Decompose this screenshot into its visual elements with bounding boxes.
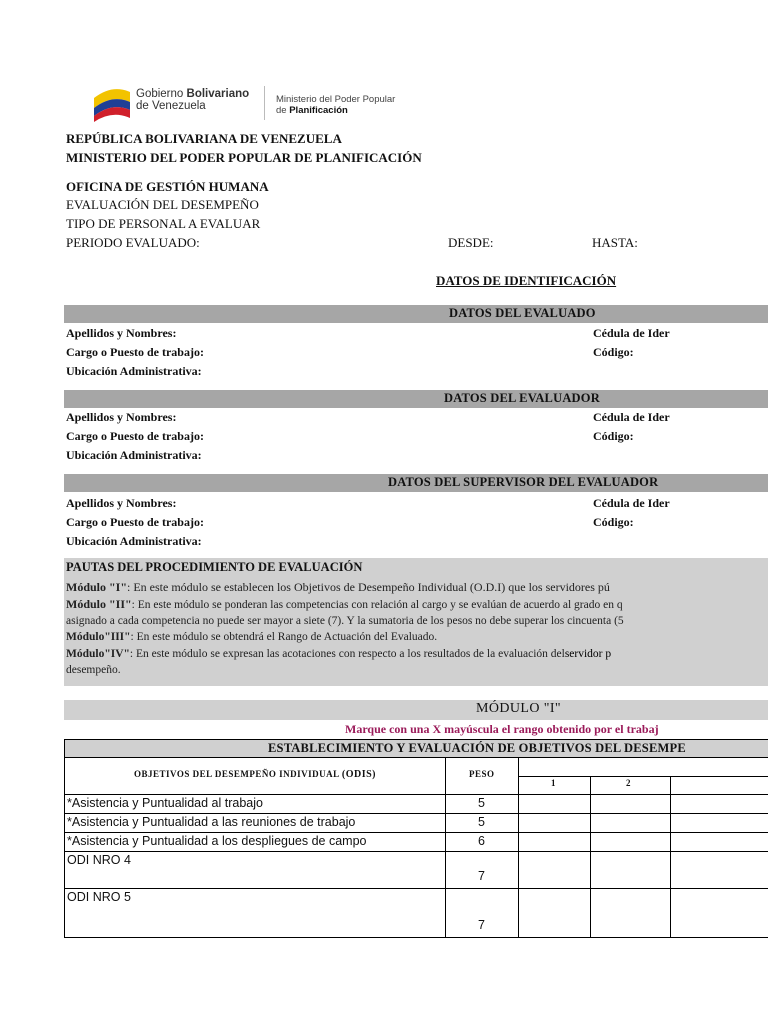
header-republica: REPÚBLICA BOLIVARIANA DE VENEZUELA (66, 131, 342, 146)
pautas-m4-label: Módulo"IV" (66, 648, 130, 660)
odis-cell-objetivo (64, 814, 446, 833)
pautas-m2-text2: asignado a cada competencia no puede ser mayor a siete (7). Y la sumatoria de los pesos no debe superar los cincuenta (5 (66, 615, 624, 627)
odis-cell-peso (445, 814, 519, 833)
section-title-supervisor: DATOS DEL SUPERVISOR DEL EVALUADOR (388, 475, 659, 489)
header-oficina: OFICINA DE GESTIÓN HUMANA (66, 179, 269, 194)
odis-objetivo-text: ODI NRO 5 (67, 890, 131, 904)
field-ubicacion-supervisor: Ubicación Administrativa: (66, 534, 202, 548)
pautas-m4-text-b: servidor p (564, 648, 612, 660)
field-codigo-evaluador: Código: (593, 429, 634, 443)
header-tipo: TIPO DE PERSONAL A EVALUAR (66, 216, 261, 231)
odis-title-box (64, 739, 768, 758)
odis-cell-rango[interactable] (518, 795, 591, 814)
venezuela-flag-icon (92, 84, 132, 122)
odis-table (64, 758, 768, 938)
odis-header-col2 (590, 776, 671, 795)
min-line2: de (276, 105, 290, 116)
section-bar-evaluador (64, 390, 768, 408)
pautas-m2-label: Módulo "II" (66, 597, 132, 611)
header-evaluacion: EVALUACIÓN DEL DESEMPEÑO (66, 197, 259, 212)
pautas-m4-text: : En este módulo se expresan las acotaciones con respecto a los resultados de la evaluación del (129, 648, 565, 660)
pautas-m2-text: : En este módulo se ponderan las competencias con relación al cargo y se evalúan de acuerdo al grado en q (131, 599, 623, 611)
odis-table-title: ESTABLECIMIENTO Y EVALUACIÓN DE OBJETIVOS DEL DESEMPE (268, 741, 686, 755)
odis-cell-objetivo (64, 852, 446, 889)
odis-cell-rango[interactable] (518, 814, 591, 833)
field-codigo-supervisor: Código: (593, 515, 634, 529)
modulo1-bar (64, 700, 768, 720)
odis-cell-rango[interactable] (590, 852, 671, 889)
odis-peso-value: 6 (478, 834, 485, 848)
field-cedula-evaluado: Cédula de Ider (593, 326, 670, 340)
field-ubicacion-evaluado: Ubicación Administrativa: (66, 364, 202, 378)
odis-peso-value: 5 (478, 796, 485, 810)
odis-peso-value: 7 (478, 918, 485, 932)
section-title-evaluador: DATOS DEL EVALUADOR (444, 391, 600, 405)
odis-cell-rango[interactable] (518, 852, 591, 889)
odis-cell-rango[interactable] (670, 814, 768, 833)
odis-cell-rango[interactable] (670, 889, 768, 938)
odis-col-obj: OBJETIVOS DEL DESEMPEÑO INDIVIDUAL (134, 769, 342, 779)
odis-objetivo-text: *Asistencia y Puntualidad a los despliegues de campo (67, 834, 367, 848)
odis-cell-peso (445, 852, 519, 889)
header-periodo: PERIODO EVALUADO: (66, 235, 200, 250)
min-line1: Ministerio del Poder Popular (276, 94, 396, 105)
odis-cell-rango[interactable] (590, 795, 671, 814)
odis-cell-rango[interactable] (670, 852, 768, 889)
odis-cell-rango[interactable] (670, 795, 768, 814)
odis-col-1: 1 (551, 778, 556, 788)
pautas-m1-text: : En este módulo se establecen los Objetivos de Desempeño Individual (O.D.I) que los servidores pú (127, 580, 610, 594)
odis-header-col1 (518, 776, 591, 795)
odis-col-peso: PESO (469, 769, 495, 779)
pautas-m3-text: : En este módulo se obtendrá el Rango de Actuación del Evaluado. (130, 631, 438, 643)
section-title-evaluado: DATOS DEL EVALUADO (449, 306, 596, 320)
odis-cell-rango[interactable] (590, 833, 671, 852)
header-ministerio: MINISTERIO DEL PODER POPULAR DE PLANIFICACIÓN (66, 150, 422, 165)
odis-header-obj (64, 758, 446, 795)
odis-col-2: 2 (626, 778, 631, 788)
odis-cell-objetivo (64, 833, 446, 852)
gov-line1-bold: Bolivariano (186, 88, 250, 100)
header-desde: DESDE: (448, 235, 494, 250)
field-apellidos-evaluador: Apellidos y Nombres: (66, 410, 177, 424)
field-apellidos-evaluado: Apellidos y Nombres: (66, 326, 177, 340)
modulo1-instruction: Marque con una X mayúscula el rango obtenido por el trabaj (345, 722, 659, 736)
gov-line2: de Venezuela (136, 100, 206, 112)
odis-objetivo-text: *Asistencia y Puntualidad a las reuniones de trabajo (67, 815, 356, 829)
field-cargo-supervisor: Cargo o Puesto de trabajo: (66, 515, 204, 529)
odis-col-obj-b: (ODIS) (341, 769, 376, 780)
odis-peso-value: 5 (478, 815, 485, 829)
odis-cell-rango[interactable] (670, 833, 768, 852)
header-hasta: HASTA: (592, 235, 638, 250)
odis-cell-rango[interactable] (590, 814, 671, 833)
odis-header-range (518, 758, 768, 777)
odis-cell-peso (445, 889, 519, 938)
odis-header-peso (445, 758, 519, 795)
field-cargo-evaluado: Cargo o Puesto de trabajo: (66, 345, 204, 359)
pautas-m3-label: Módulo"III" (66, 631, 131, 643)
pautas-m1-label: Módulo "I" (66, 580, 128, 594)
odis-cell-rango[interactable] (590, 889, 671, 938)
odis-cell-rango[interactable] (518, 833, 591, 852)
datos-identificacion-title: DATOS DE IDENTIFICACIÓN (436, 273, 617, 288)
pautas-title: PAUTAS DEL PROCEDIMIENTO DE EVALUACIÓN (66, 560, 363, 574)
modulo1-title: MÓDULO "I" (476, 701, 562, 716)
pautas-m4-text2: desempeño. (66, 664, 121, 676)
field-ubicacion-evaluador: Ubicación Administrativa: (66, 448, 202, 462)
gov-line1: Gobierno (136, 88, 187, 100)
odis-objetivo-text: ODI NRO 4 (67, 853, 131, 867)
field-apellidos-supervisor: Apellidos y Nombres: (66, 496, 177, 510)
field-codigo-evaluado: Código: (593, 345, 634, 359)
logo-divider (264, 86, 265, 120)
section-bar-evaluado (64, 305, 768, 323)
field-cedula-evaluador: Cédula de Ider (593, 410, 670, 424)
odis-cell-peso (445, 795, 519, 814)
field-cargo-evaluador: Cargo o Puesto de trabajo: (66, 429, 204, 443)
odis-objetivo-text: *Asistencia y Puntualidad al trabajo (67, 796, 263, 810)
logo (92, 84, 422, 124)
odis-header-col3 (670, 776, 768, 795)
field-cedula-supervisor: Cédula de Ider (593, 496, 670, 510)
odis-cell-peso (445, 833, 519, 852)
odis-cell-objetivo (64, 889, 446, 938)
odis-cell-rango[interactable] (518, 889, 591, 938)
odis-peso-value: 7 (478, 869, 485, 883)
pautas-box (64, 558, 768, 686)
min-line2-bold: Planificación (289, 105, 348, 116)
odis-cell-objetivo (64, 795, 446, 814)
